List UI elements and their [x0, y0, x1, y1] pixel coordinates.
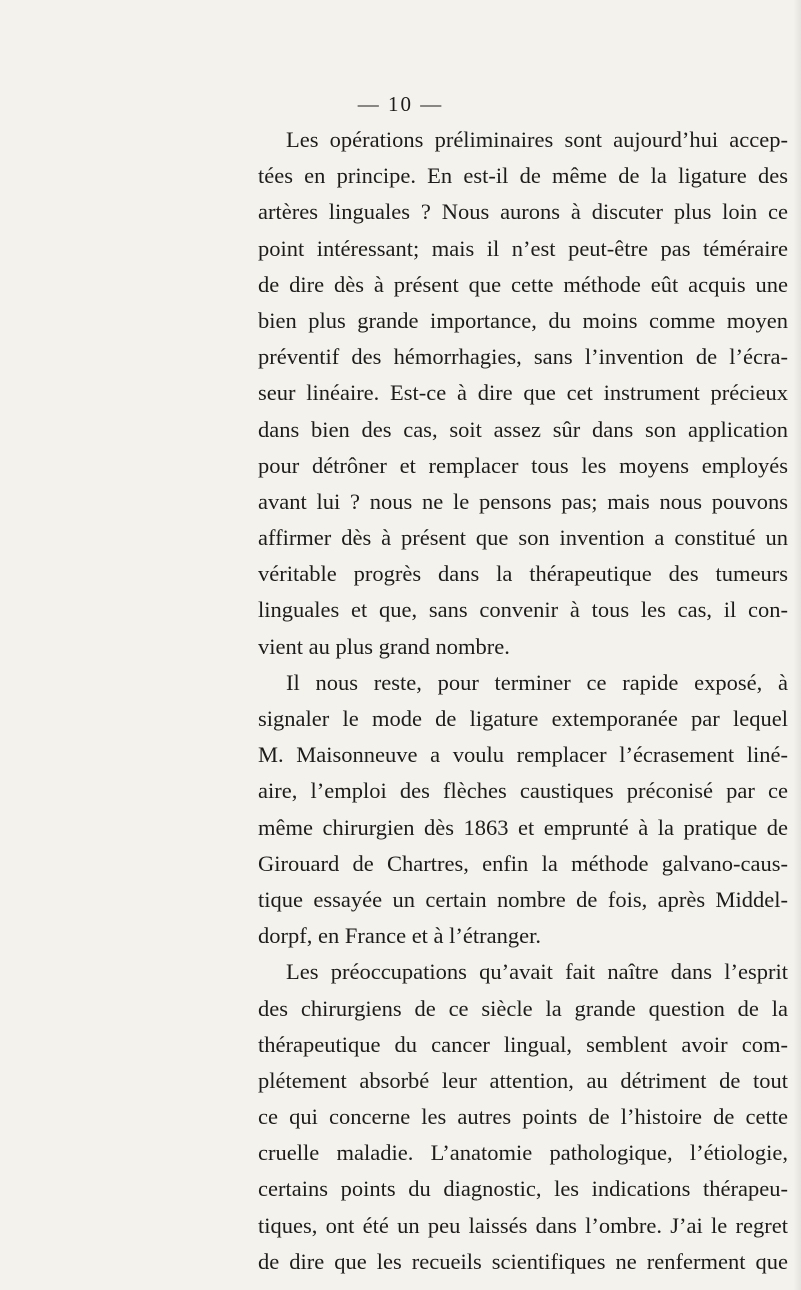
- text-line: aire, l’emploi des flèches caustiques préconisé par ce: [258, 778, 788, 804]
- text-line: Les préoccupations qu’avait fait naître dans l’esprit: [286, 959, 788, 985]
- body-text: [258, 122, 788, 1280]
- text-line: tées en principe. En est-il de même de la ligature des: [258, 163, 788, 189]
- text-line: même chirurgien dès 1863 et emprunté à la pratique de: [258, 814, 788, 840]
- text-line: affirmer dès à présent que son invention a constitué un: [258, 525, 788, 551]
- text-line: Les opérations préliminaires sont aujourd’hui accep-: [286, 127, 788, 152]
- text-line: linguales et que, sans convenir à tous les cas, il con-: [258, 597, 788, 623]
- text-line: ce qui concerne les autres points de l’histoire de cette: [258, 1104, 788, 1130]
- text-line: dorpf, en France et à l’étranger.: [258, 923, 541, 949]
- text-line: thérapeutique du cancer lingual, semblent avoir com-: [258, 1031, 788, 1057]
- text-line: tique essayée un certain nombre de fois, après Middel-: [258, 886, 788, 912]
- text-line: seur linéaire. Est-ce à dire que cet instrument précieux: [258, 380, 788, 406]
- page-number: — 10 —: [357, 92, 444, 116]
- page-edge-shadow: [793, 0, 801, 1290]
- text-line: bien plus grande importance, du moins comme moyen: [258, 307, 788, 333]
- text-line: artères linguales ? Nous aurons à discuter plus loin ce: [258, 199, 788, 225]
- text-line: M. Maisonneuve a voulu remplacer l’écrasement liné-: [258, 742, 788, 768]
- text-line: véritable progrès dans la thérapeutique des tumeurs: [258, 561, 788, 587]
- text-line: plétement absorbé leur attention, au détriment de tout: [258, 1067, 788, 1093]
- text-line: Girouard de Chartres, enfin la méthode galvano-caus-: [258, 850, 788, 876]
- text-line: signaler le mode de ligature extemporanée par lequel: [258, 706, 788, 731]
- text-line: tiques, ont été un peu laissés dans l’ombre. J’ai le regret: [258, 1212, 788, 1238]
- text-line: certains points du diagnostic, les indications thérapeu-: [258, 1176, 788, 1202]
- text-line: pour détrôner et remplacer tous les moyens employés: [258, 452, 788, 478]
- text-line: des chirurgiens de ce siècle la grande question de la: [258, 995, 788, 1021]
- text-line: préventif des hémorrhagies, sans l’invention de l’écra-: [258, 344, 788, 370]
- text-line: de dire que les recueils scientifiques ne renferment que: [258, 1248, 788, 1274]
- text-line: avant lui ? nous ne le pensons pas; mais nous pouvons: [258, 488, 788, 514]
- text-line: point intéressant; mais il n’est peut-être pas téméraire: [258, 235, 788, 261]
- text-line: vient au plus grand nombre.: [258, 633, 510, 659]
- text-line: Il nous reste, pour terminer ce rapide exposé, à: [286, 669, 788, 695]
- text-line: dans bien des cas, soit assez sûr dans son application: [258, 416, 788, 442]
- text-line: cruelle maladie. L’anatomie pathologique, l’étiologie,: [258, 1140, 788, 1166]
- text-line: de dire dès à présent que cette méthode eût acquis une: [258, 271, 788, 297]
